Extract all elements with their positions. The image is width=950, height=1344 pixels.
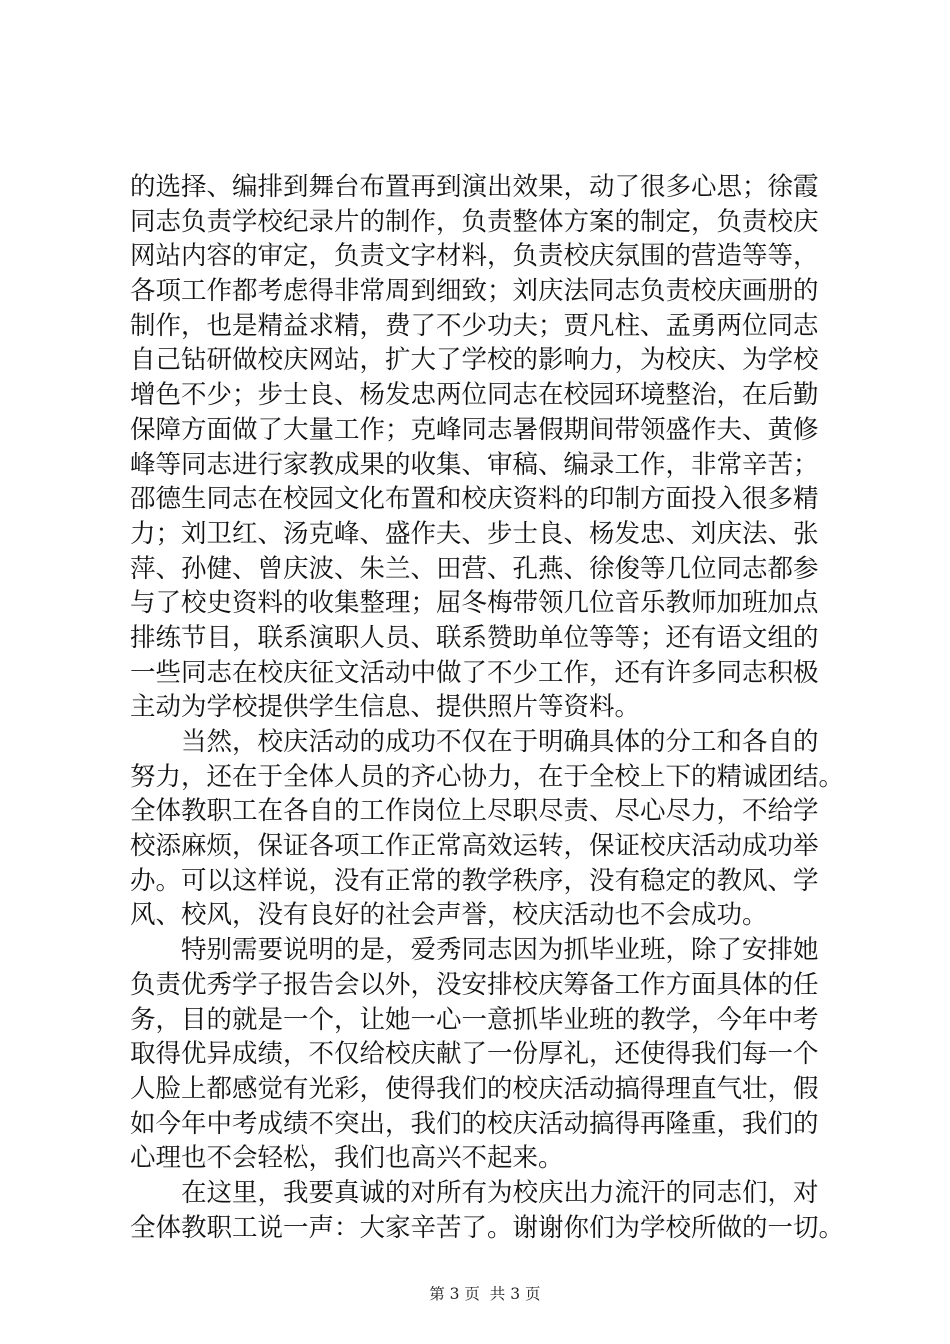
text-line: 萍、孙健、曾庆波、朱兰、田营、孔燕、徐俊等几位同志都参: [130, 553, 819, 584]
text-line: 主动为学校提供学生信息、提供照片等资料。: [130, 692, 641, 723]
body-text: [130, 170, 845, 1245]
text-line: 全体教职工在各自的工作岗位上尽职尽责、尽心尽力，不给学: [130, 796, 819, 827]
text-line: 的选择、编排到舞台布置再到演出效果，动了很多心思；徐霞: [130, 172, 819, 202]
text-line: 排练节目，联系演职人员、联系赞助单位等等；还有语文组的: [130, 622, 819, 653]
text-line: 同志负责学校纪录片的制作，负责整体方案的制定，负责校庆: [130, 206, 819, 237]
paragraph-start-line: 当然，校庆活动的成功不仅在于明确具体的分工和各自的: [130, 727, 819, 757]
paragraph-start-line: 在这里，我要真诚的对所有为校庆出力流汗的同志们，对: [130, 1177, 819, 1208]
text-line: 心理也不会轻松，我们也高兴不起来。: [130, 1143, 564, 1174]
text-line: 保障方面做了大量工作；克峰同志暑假期间带领盛作夫、黄修: [130, 414, 819, 445]
text-line: 各项工作都考虑得非常周到细致；刘庆法同志负责校庆画册的: [130, 276, 819, 307]
text-line: 如今年中考成绩不突出，我们的校庆活动搞得再隆重，我们的: [130, 1108, 819, 1139]
page-footer: [0, 1264, 950, 1324]
text-line: 网站内容的审定，负责文字材料，负责校庆氛围的营造等等，: [130, 241, 819, 272]
text-line: 全体教职工说一声：大家辛苦了。谢谢你们为学校所做的一切。: [130, 1212, 845, 1243]
text-line: 增色不少；步士良、杨发忠两位同志在校园环境整治，在后勤: [130, 380, 819, 411]
text-line: 一些同志在校庆征文活动中做了不少工作，还有许多同志积极: [130, 657, 819, 688]
text-line: 负责优秀学子报告会以外，没安排校庆筹备工作方面具体的任: [130, 969, 819, 1000]
text-line: 自己钻研做校庆网站，扩大了学校的影响力，为校庆、为学校: [130, 345, 819, 376]
text-line: 制作，也是精益求精，费了不少功夫；贾凡柱、孟勇两位同志: [130, 310, 819, 341]
text-line: 力；刘卫红、汤克峰、盛作夫、步士良、杨发忠、刘庆法、张: [130, 518, 819, 549]
text-line: 风、校风，没有良好的社会声誉，校庆活动也不会成功。: [130, 900, 768, 931]
text-line: 峰等同志进行家教成果的收集、审稿、编录工作，非常辛苦；: [130, 449, 819, 480]
text-line: 人脸上都感觉有光彩，使得我们的校庆活动搞得理直气壮，假: [130, 1073, 819, 1104]
text-line: 努力，还在于全体人员的齐心协力，在于全校上下的精诚团结。: [130, 761, 845, 792]
text-line: 取得优异成绩，不仅给校庆献了一份厚礼，还使得我们每一个: [130, 1039, 819, 1070]
text-line: 与了校史资料的收集整理；屈冬梅带领几位音乐教师加班加点: [130, 588, 819, 619]
text-line: 邵德生同志在校园文化布置和校庆资料的印制方面投入很多精: [130, 484, 819, 515]
text-line: 校添麻烦，保证各项工作正常高效运转，保证校庆活动成功举: [130, 831, 819, 862]
paragraph-start-line: 特别需要说明的是，爱秀同志因为抓毕业班，除了安排她: [130, 935, 819, 966]
text-line: 办。可以这样说，没有正常的教学秩序，没有稳定的教风、学: [130, 865, 819, 896]
page-number-label: 第 3 页 共 3 页: [429, 1285, 541, 1303]
text-line: 务，目的就是一个，让她一心一意抓毕业班的教学，今年中考: [130, 1004, 819, 1035]
